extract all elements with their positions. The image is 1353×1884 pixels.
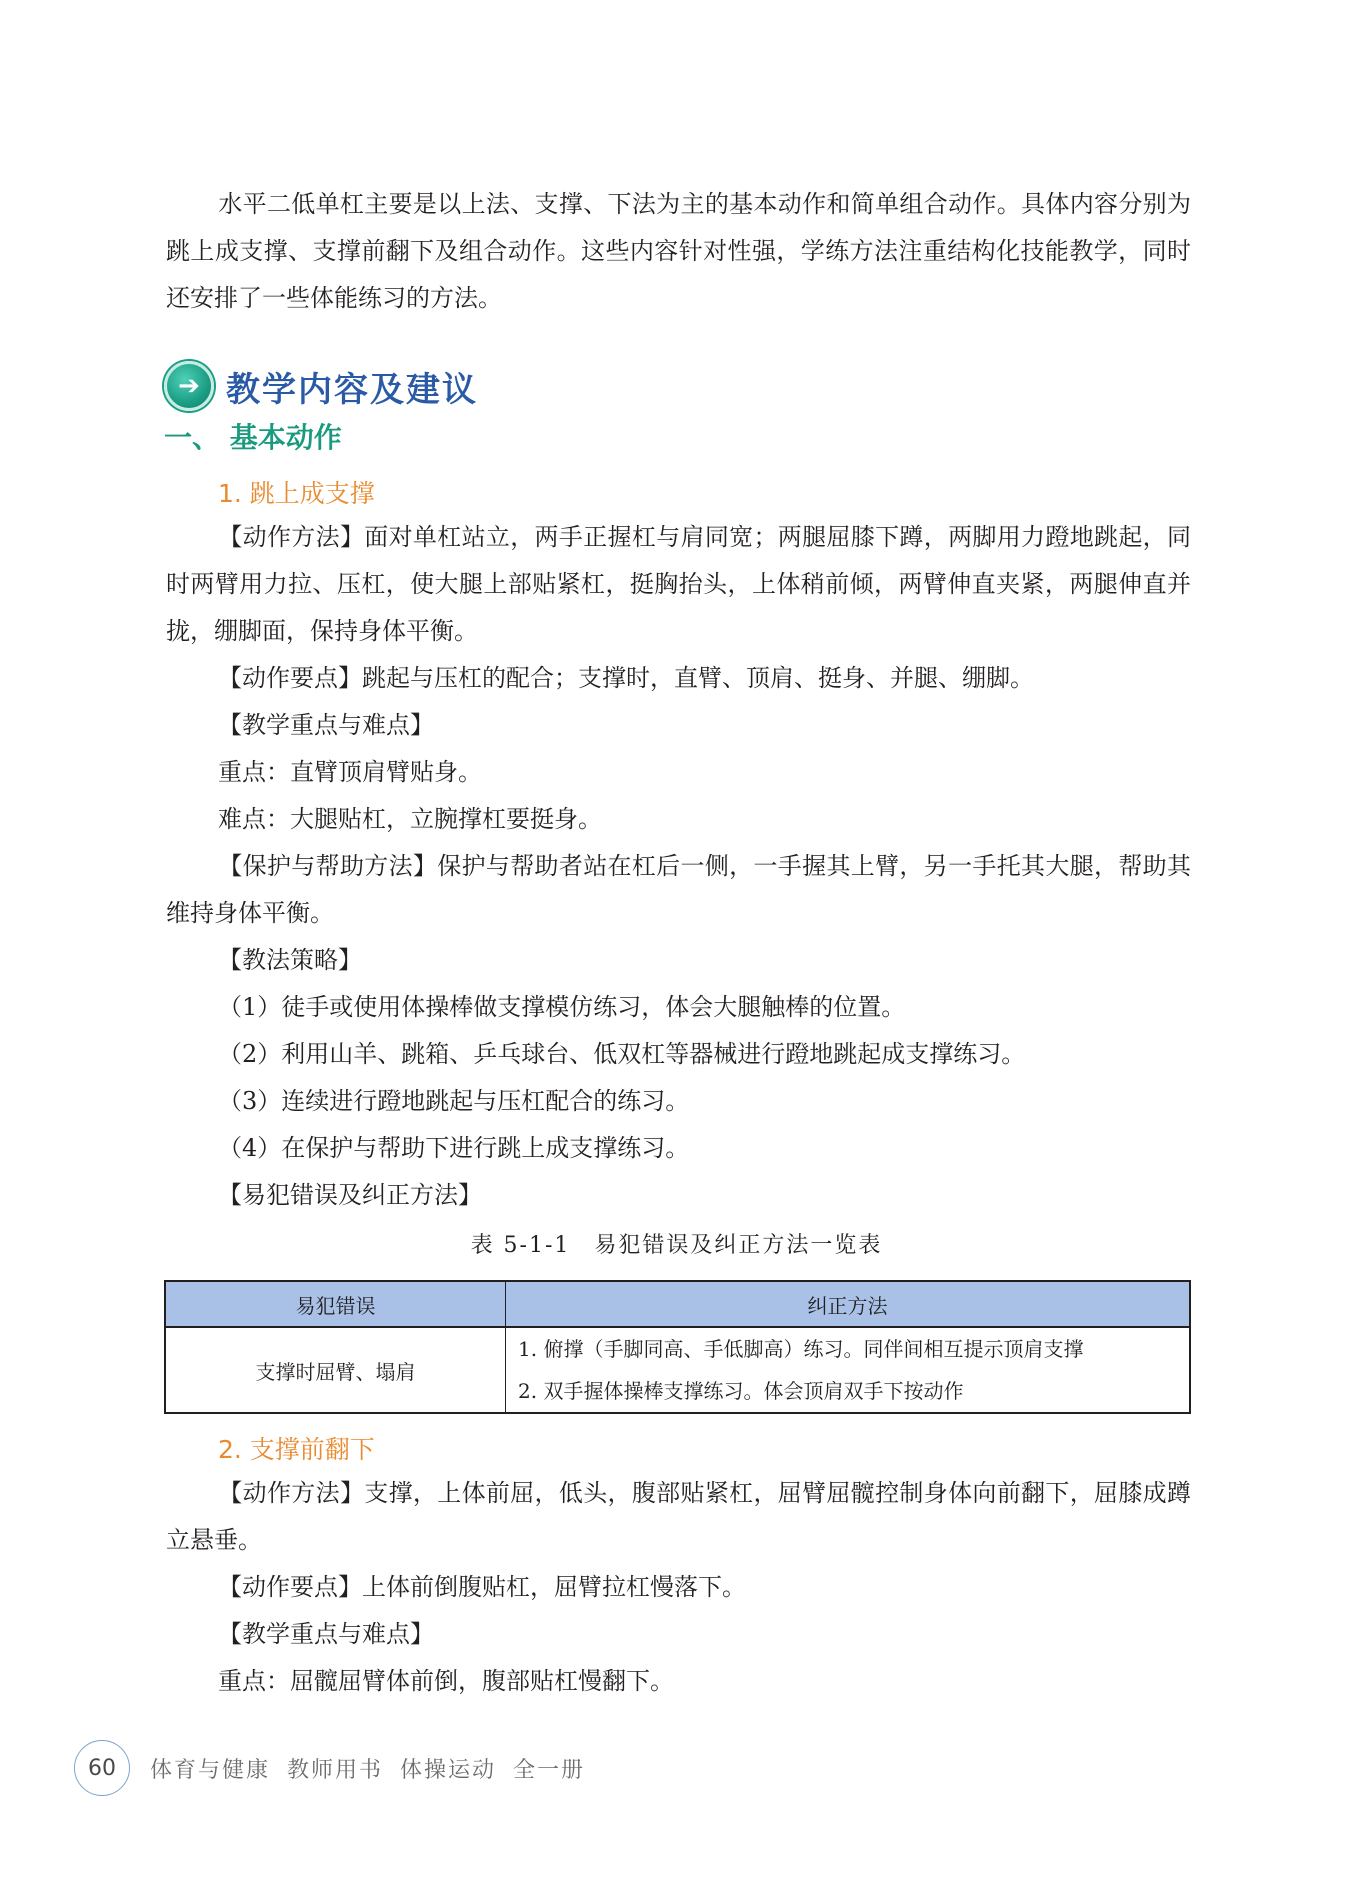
- table-row: [165, 1327, 1190, 1413]
- strategy-item: （3）连续进行蹬地跳起与压杠配合的练习。: [218, 1087, 690, 1115]
- table-header-row: [165, 1281, 1190, 1327]
- section-heading: [164, 362, 478, 410]
- book-title: 体育与健康 教师用书 体操运动 全一册: [150, 1757, 585, 1783]
- item2-focus: 重点：屈髋屈臂体前倒，腹部贴杠慢翻下。: [218, 1667, 674, 1695]
- item1-method: 【动作方法】面对单杠站立，两手正握杠与肩同宽；两腿屈膝下蹲，两脚用力蹬地跳起，同时两臂用力拉、压杠，使大腿上部贴紧杠，挺胸抬头，上体稍前倾，两臂伸直夹紧，两腿伸直并拢，绷脚面，保持身体平衡。: [166, 523, 1191, 645]
- item1-focus: 重点：直臂顶肩臂贴身。: [218, 758, 482, 786]
- table-header-cell: 易犯错误: [165, 1281, 506, 1327]
- item1-protection: 【保护与帮助方法】保护与帮助者站在杠后一侧，一手握其上臂，另一手托其大腿，帮助其维持身体平衡。: [166, 852, 1191, 927]
- arrow-right-circle-icon: ➔: [164, 361, 214, 411]
- intro-paragraph: 水平二低单杠主要是以上法、支撑、下法为主的基本动作和简单组合动作。具体内容分别为跳上成支撑、支撑前翻下及组合动作。这些内容针对性强，学练方法注重结构化技能教学，同时还安排了一些体能练习的方法。: [166, 190, 1191, 312]
- strategy-item: （4）在保护与帮助下进行跳上成支撑练习。: [218, 1134, 690, 1162]
- page-footer: [74, 1738, 585, 1798]
- strategy-item: （2）利用山羊、跳箱、乒乓球台、低双杠等器械进行蹬地跳起成支撑练习。: [218, 1040, 1026, 1068]
- strategy-item: （1）徒手或使用体操棒做支撑模仿练习，体会大腿触棒的位置。: [218, 993, 906, 1021]
- item1-focus-heading: 【教学重点与难点】: [218, 711, 434, 739]
- table-cell-fixes: [506, 1327, 1191, 1413]
- item1-keypoints: 【动作要点】跳起与压杠的配合；支撑时，直臂、顶肩、挺身、并腿、绷脚。: [218, 664, 1034, 692]
- fix-item: 1. 俯撑（手脚同高、手低脚高）练习。同伴间相互提示顶肩支撑: [518, 1337, 1084, 1361]
- item1-errors-heading: 【易犯错误及纠正方法】: [218, 1181, 482, 1209]
- fix-item: 2. 双手握体操棒支撑练习。体会顶肩双手下按动作: [518, 1379, 964, 1403]
- page-number: 60: [74, 1740, 130, 1796]
- errors-table: [164, 1280, 1191, 1414]
- table-header-cell: 纠正方法: [506, 1281, 1191, 1327]
- table-cell-error: 支撑时屈臂、塌肩: [165, 1327, 506, 1413]
- item2-heading: 2. 支撑前翻下: [218, 1435, 375, 1464]
- item2-method: 【动作方法】支撑，上体前屈，低头，腹部贴紧杠，屈臂屈髋控制身体向前翻下，屈膝成蹲立悬垂。: [166, 1479, 1191, 1554]
- item1-strategy-heading: 【教法策略】: [218, 946, 362, 974]
- table-caption: 表 5-1-1 易犯错误及纠正方法一览表: [470, 1233, 883, 1258]
- item1-difficulty: 难点：大腿贴杠，立腕撑杠要挺身。: [218, 805, 602, 833]
- item1-heading: 1. 跳上成支撑: [218, 479, 375, 508]
- section-title: 教学内容及建议: [226, 369, 478, 410]
- item2-keypoints: 【动作要点】上体前倒腹贴杠，屈臂拉杠慢落下。: [218, 1573, 746, 1601]
- item2-focus-heading: 【教学重点与难点】: [218, 1620, 434, 1648]
- subsection-heading: 一、 基本动作: [164, 421, 342, 454]
